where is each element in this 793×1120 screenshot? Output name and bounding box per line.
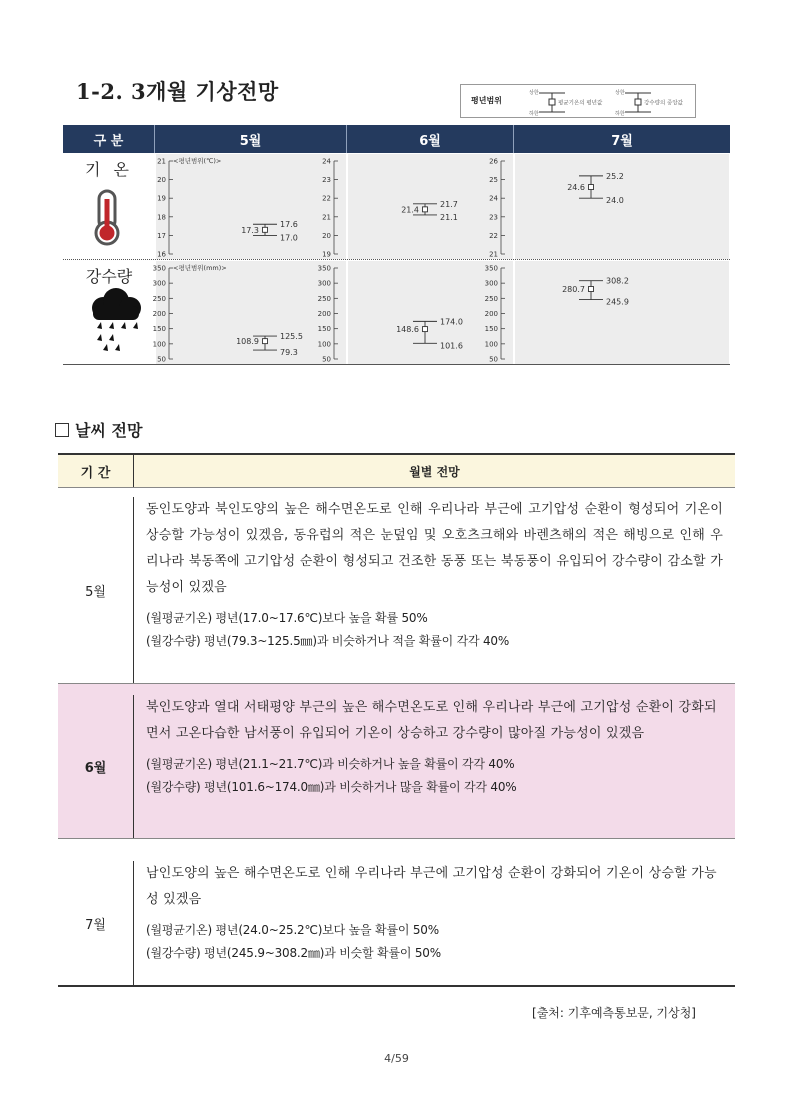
temp-lower-label-2: 21.1 [440, 212, 458, 222]
temp-panel-bg-2 [348, 154, 513, 259]
temp-lower-label-3: 24.0 [606, 196, 624, 206]
temp-tick-label-1-1: 17 [157, 231, 166, 240]
legend-graphic [461, 85, 697, 119]
rain-tick-label-2-5: 300 [317, 279, 331, 288]
climate-range-table [63, 125, 730, 365]
legend-median-2: 강수량의 중앙값 [644, 100, 683, 107]
temp-tick-label-1-2: 18 [157, 213, 166, 222]
rain-probability-july: (월강수량) 평년(245.9~308.2㎜)과 비슷할 확률이 50% [146, 946, 441, 960]
temperature-label: 기 온 [85, 160, 133, 179]
rain-tick-label-2-2: 150 [317, 325, 331, 334]
rain-mean-label-2: 148.6 [396, 325, 419, 335]
temp-tick-label-2-0: 19 [322, 250, 331, 259]
temp-tick-label-3-2: 23 [489, 213, 498, 222]
rain-tick-label-1-5: 300 [152, 279, 166, 288]
rain-mean-marker-2 [423, 327, 428, 332]
temp-tick-label-2-1: 20 [322, 231, 331, 240]
temp-mean-label-1: 17.3 [241, 225, 259, 235]
rain-tick-label-3-2: 150 [484, 325, 498, 334]
temp-probability-may: (월평균기온) 평년(17.0~17.6℃)보다 높을 확률 50% [146, 611, 428, 625]
forecast-row-july [58, 839, 735, 985]
rain-tick-label-1-2: 150 [152, 325, 166, 334]
temp-lower-label-1: 17.0 [280, 233, 298, 243]
temp-tick-label-3-5: 26 [489, 157, 498, 166]
temp-tick-label-3-4: 25 [489, 176, 498, 185]
temp-tick-label-1-3: 19 [157, 194, 166, 203]
rain-tick-label-2-4: 250 [317, 294, 331, 303]
legend-upper-2: 상한 [615, 90, 625, 96]
outlook-text-june: 북인도양과 열대 서태평양 부근의 높은 해수면온도로 인해 우리나라 부근에 고기압성 순환이 강화되면서 고온다습한 남서풍이 유입되어 기온이 상승하고 강수량이 많아질 가능성이 있겠음 [146, 700, 717, 741]
rain-mean-label-3: 280.7 [562, 285, 585, 295]
outlook-text-may: 동인도양과 북인도양의 높은 해수면온도로 인해 우리나라 부근에 고기압성 순환이 형성되어 기온이 상승할 가능성이 있겠음, 동유럽의 적은 눈덮임 및 오호츠크해와 바렌츠해의 적은 해빙으로 인해 우리나라 북동쪽에 고기압성 순환이 형성되고 건조한 동풍 또는 북동풍이 유입되어 강수량이 감소할 가능성이 있겠음 [146, 502, 723, 595]
temp-mean-label-3: 24.6 [567, 183, 585, 193]
temp-panel-bg-1 [156, 154, 346, 259]
page-number: 4/59 [384, 1052, 409, 1065]
legend-label: 평년범위 [471, 96, 502, 105]
period-july: 7월 [58, 861, 134, 985]
temp-tick-label-2-5: 24 [322, 157, 331, 166]
temp-probability-june: (월평균기온) 평년(21.1~21.7℃)과 비슷하거나 높을 확률이 각각 40% [146, 757, 515, 771]
rain-tick-label-3-0: 50 [489, 355, 498, 364]
rain-mean-label-1: 108.9 [236, 337, 259, 347]
rain-tick-label-1-1: 100 [152, 340, 166, 349]
rain-tick-label-3-3: 200 [484, 310, 498, 318]
header-july: 7월 [611, 133, 633, 149]
rain-tick-label-1-0: 50 [157, 355, 166, 364]
rain-mean-marker-1 [263, 339, 268, 344]
rain-tick-label-2-0: 50 [322, 355, 331, 364]
outlook-text-july: 남인도양의 높은 해수면온도로 인해 우리나라 부근에 고기압성 순환이 강화되어 기온이 상승할 가능성 있겠음 [146, 866, 717, 907]
temp-mean-marker-3 [589, 185, 594, 190]
period-june: 6월 [58, 695, 134, 838]
thermometer-icon [87, 187, 131, 247]
forecast-row-may [58, 488, 735, 684]
rain-lower-label-3: 245.9 [606, 297, 629, 307]
page-title: 1-2. 3개월 기상전망 [76, 79, 279, 104]
temp-tick-label-1-5: 21 [157, 157, 166, 166]
precipitation-chart [152, 260, 730, 365]
rain-tick-label-2-3: 200 [317, 310, 331, 318]
header-outlook: 월별 전망 [409, 464, 460, 479]
temp-tick-label-1-0: 16 [157, 250, 166, 259]
rain-tick-label-3-4: 250 [484, 294, 498, 303]
climate-table-header [63, 125, 730, 153]
source-citation: [출처: 기후예측통보문, 기상청] [532, 1006, 696, 1020]
temp-upper-label-1: 17.6 [280, 220, 298, 230]
header-may: 5월 [155, 125, 347, 153]
temp-tick-label-3-1: 22 [489, 231, 498, 240]
legend-lower-1: 하한 [529, 111, 539, 117]
temp-tick-label-1-4: 20 [157, 176, 166, 185]
rain-tick-label-2-6: 350 [317, 264, 331, 273]
rain-upper-label-3: 308.2 [606, 276, 629, 286]
legend-median-1: 평균기온의 평년값 [558, 100, 603, 107]
legend-upper-1: 상한 [529, 90, 539, 96]
rain-tick-label-1-4: 250 [152, 294, 166, 303]
legend-lower-2: 하한 [615, 111, 625, 117]
rain-mean-marker-3 [589, 287, 594, 292]
section-heading [55, 418, 142, 441]
forecast-table [58, 453, 735, 987]
rain-upper-label-1: 125.5 [280, 332, 303, 342]
forecast-row-june [58, 684, 735, 839]
precipitation-label: 강수량 [85, 267, 133, 286]
rain-probability-may: (월강수량) 평년(79.3~125.5㎜)과 비슷하거나 적을 확률이 각각 40% [146, 634, 510, 648]
temp-tick-label-2-4: 23 [322, 176, 331, 185]
temp-upper-label-2: 21.7 [440, 199, 458, 209]
temperature-chart [155, 153, 730, 260]
rain-probability-june: (월강수량) 평년(101.6~174.0㎜)과 비슷하거나 많을 확률이 각각 40% [146, 780, 517, 794]
rain-lower-label-1: 79.3 [280, 348, 298, 358]
checkbox-square-icon [55, 423, 69, 437]
rain-upper-label-2: 174.0 [440, 317, 463, 327]
forecast-header-row [58, 455, 735, 488]
rain-lower-label-2: 101.6 [440, 341, 463, 351]
header-period: 기 간 [58, 455, 134, 487]
temp-tick-label-3-3: 24 [489, 194, 498, 203]
temp-probability-july: (월평균기온) 평년(24.0~25.2℃)보다 높을 확률이 50% [146, 923, 439, 937]
rain-unit-label: <평년범위(mm)> [173, 264, 227, 272]
rain-tick-label-3-5: 300 [484, 279, 498, 288]
temp-tick-label-2-2: 21 [322, 213, 331, 222]
chart-legend [460, 84, 696, 118]
temp-panel-bg-3 [515, 154, 729, 259]
temp-tick-label-3-0: 21 [489, 250, 498, 259]
section-title: 날씨 전망 [75, 421, 143, 440]
temp-unit-label: <평년범위(℃)> [173, 157, 222, 165]
temp-mean-label-2: 21.4 [401, 205, 419, 215]
rain-tick-label-1-6: 350 [152, 264, 166, 273]
temp-upper-label-3: 25.2 [606, 171, 624, 181]
rain-tick-label-3-1: 100 [484, 340, 498, 349]
period-may: 5월 [58, 497, 134, 683]
header-june: 6월 [347, 125, 514, 153]
rain-tick-label-1-3: 200 [152, 310, 166, 318]
temperature-row [63, 153, 730, 260]
temp-tick-label-2-3: 22 [322, 194, 331, 203]
temp-mean-marker-2 [423, 207, 428, 212]
precipitation-row [63, 260, 730, 365]
rain-tick-label-2-1: 100 [317, 340, 331, 349]
temp-mean-marker-1 [263, 227, 268, 232]
rain-cloud-icon [85, 288, 145, 368]
rain-tick-label-3-6: 350 [484, 264, 498, 273]
header-category: 구 분 [63, 125, 155, 153]
